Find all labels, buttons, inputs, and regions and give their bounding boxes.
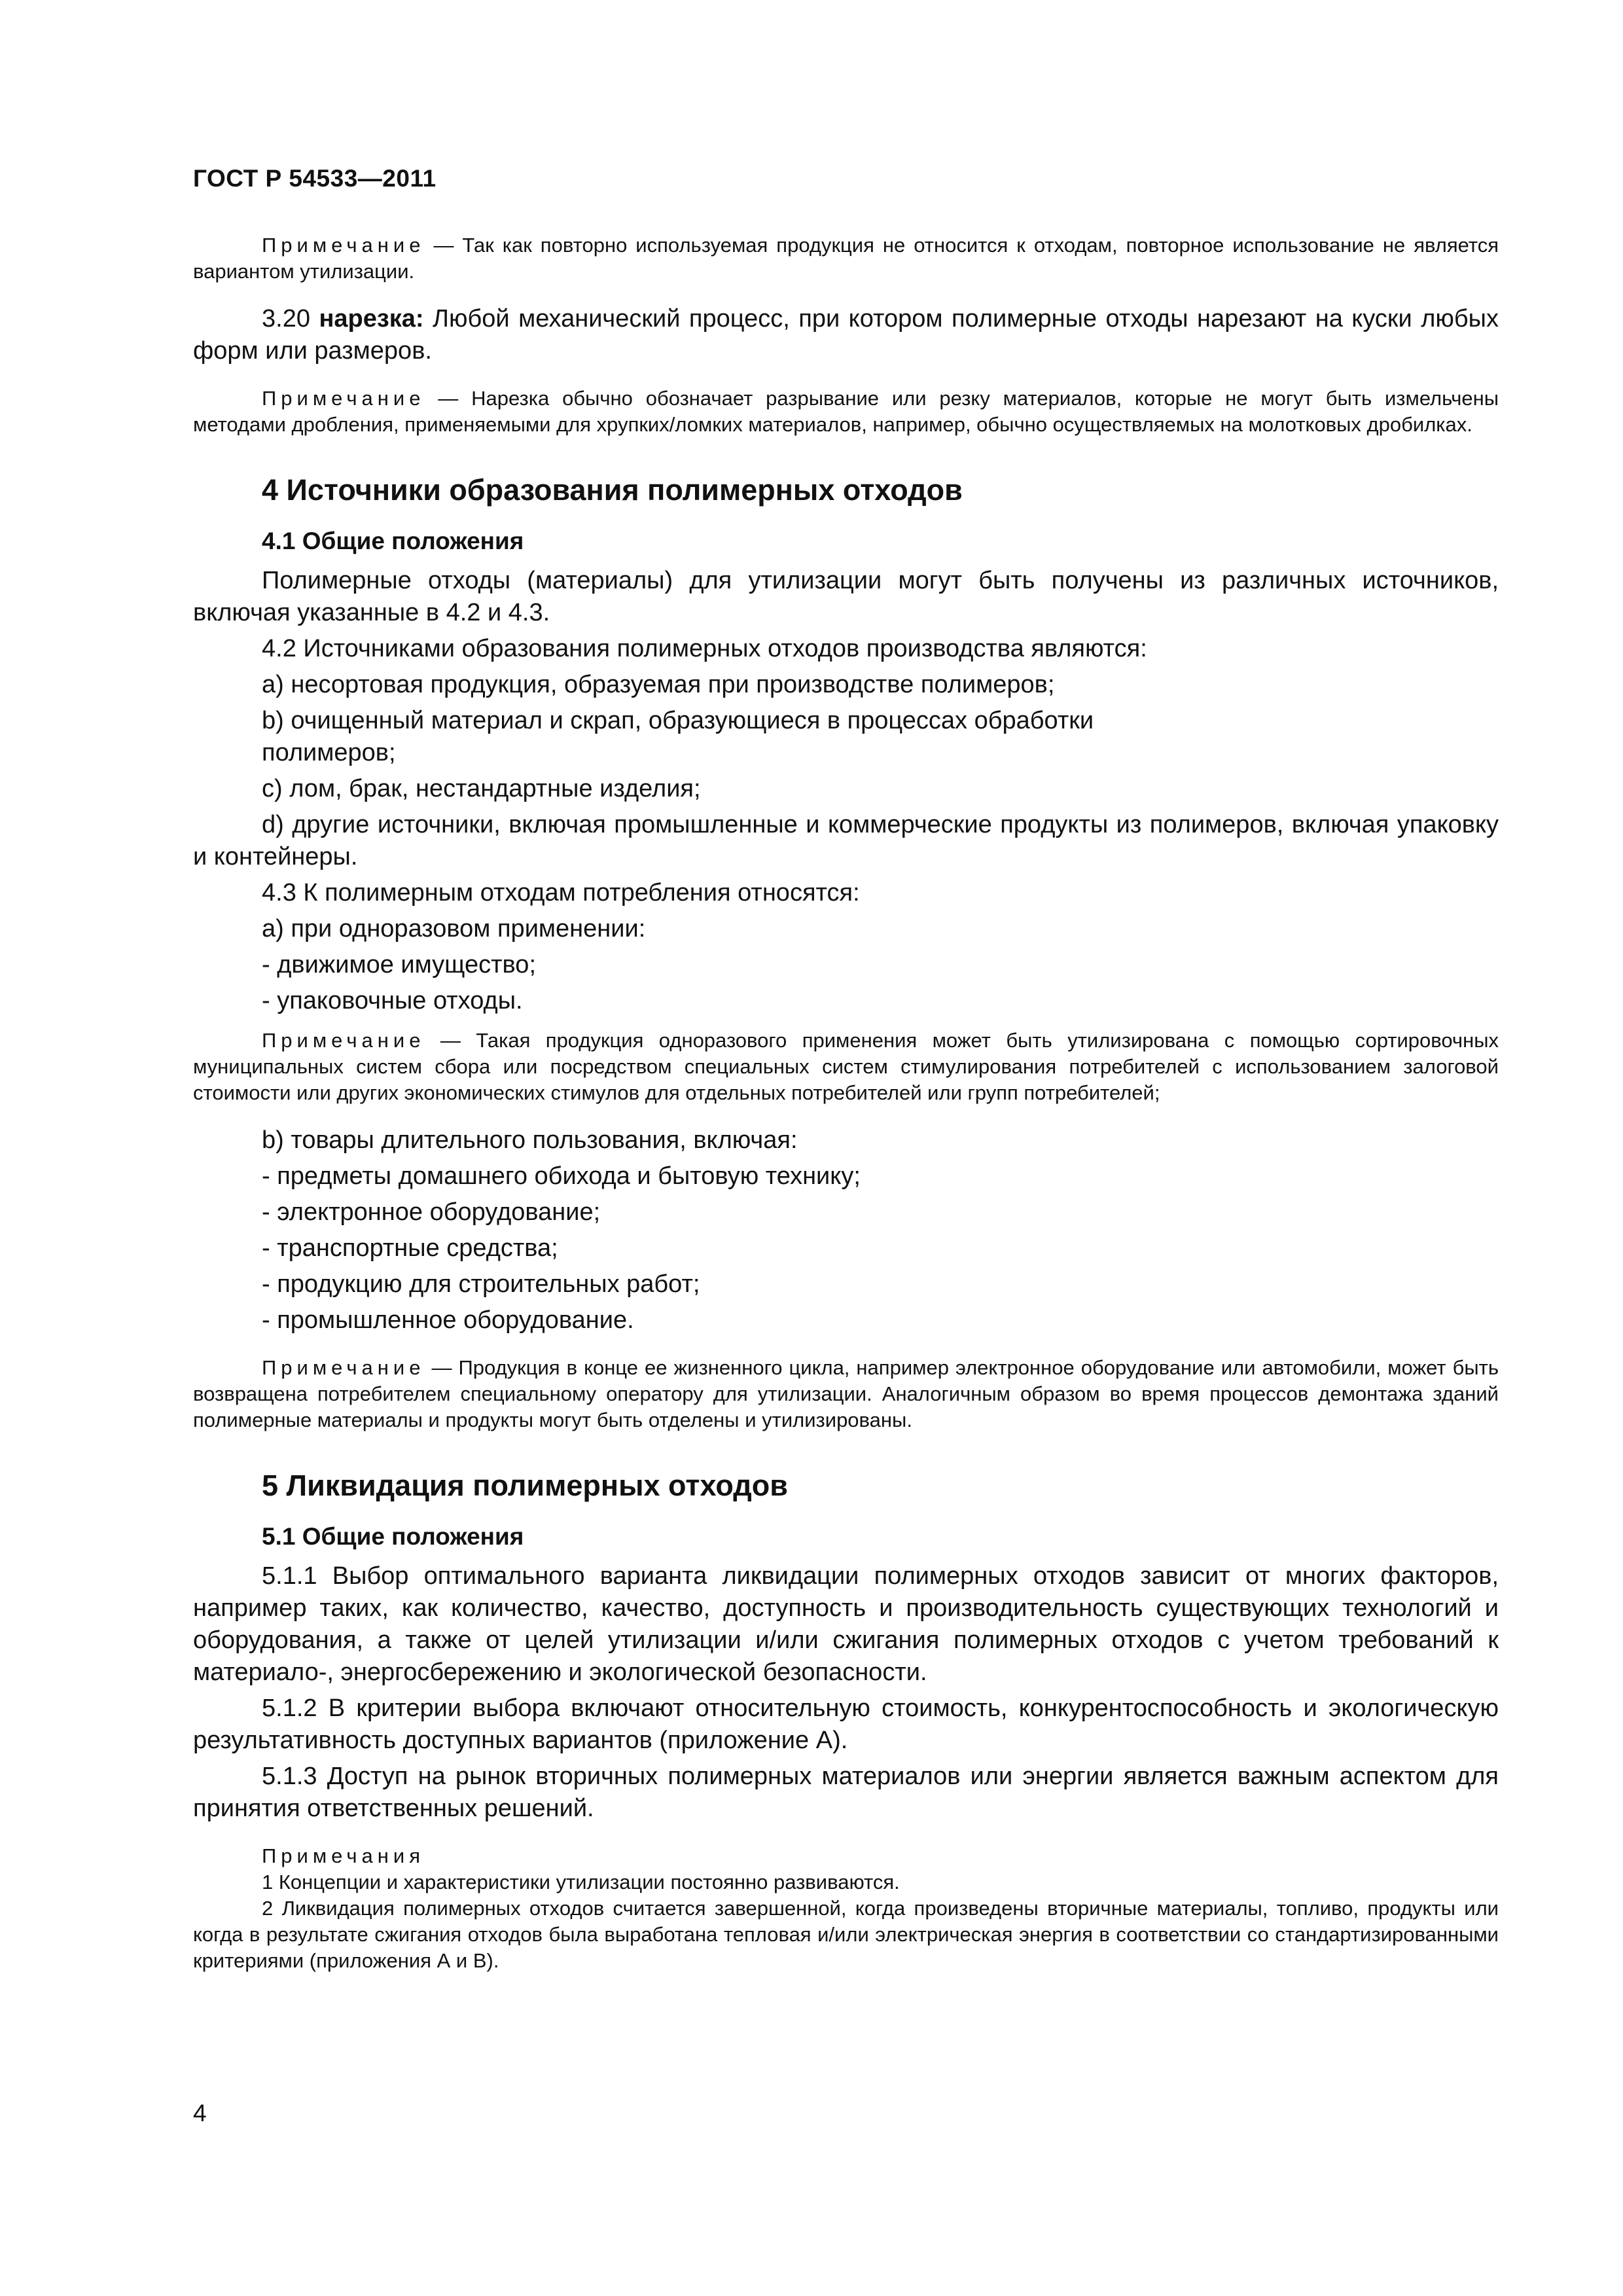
list-item-dash: - промышленное оборудование. [262, 1306, 634, 1334]
notes-heading: Примечания [262, 1844, 425, 1867]
paragraph-5-1-3: 5.1.3 Доступ на рынок вторичных полимерных материалов или энергии является важным аспектом для принятия ответственных решений. [193, 1763, 1499, 1822]
note-label: Примечание [262, 1029, 425, 1052]
subsection-5-1-heading: 5.1 Общие положения [262, 1523, 524, 1550]
document-header: ГОСТ Р 54533—2011 [193, 165, 437, 192]
note-single-use: Примечание — Такая продукция одноразового применения может быть утилизирована с помощью сортировочных муниципальных систем сбора или посредством специальных систем стимулирования потребителей с использованием залоговой стоимости или других экономических стимулов для отдельных потребителей или групп потребителей; [193, 1029, 1499, 1104]
page-number: 4 [193, 2100, 207, 2126]
paragraph-4-1: Полимерные отходы (материалы) для утилизации могут быть получены из различных источников, включая указанные в 4.2 и 4.3. [193, 567, 1499, 626]
list-item-4-2-b: b) очищенный материал и скрап, образующиеся в процессах обработки [262, 707, 1094, 734]
list-item-dash: - упаковочные отходы. [262, 987, 523, 1014]
list-item-dash: - предметы домашнего обихода и бытовую технику; [262, 1162, 861, 1190]
subsection-4-1-heading: 4.1 Общие положения [262, 528, 524, 554]
list-item-4-2-a: a) несортовая продукция, образуемая при производстве полимеров; [262, 671, 1055, 698]
list-item-dash: - транспортные средства; [262, 1234, 558, 1262]
note-label: Примечание [262, 1356, 425, 1379]
paragraph-5-1-1: 5.1.1 Выбор оптимального варианта ликвидации полимерных отходов зависит от многих факторов, например таких, как количество, качество, доступность и производительность существующих технологий и оборудования, а также от целей утилизации и/или сжигания полимерных отходов с учетом требований к материало-, энергосбережению и экологической безопасности. [193, 1562, 1499, 1686]
section-4-heading: 4 Источники образования полимерных отходов [262, 473, 963, 507]
note-cutting: Примечание — Нарезка обычно обозначает разрывание или резку материалов, которые не могут быть измельчены методами дробления, применяемыми для хрупких/ломких материалов, например, обычно осуществляемых на молотковых дробилках. [193, 387, 1499, 436]
list-item-4-2-b-cont: полимеров; [262, 739, 396, 766]
definition-term: нарезка: [319, 305, 424, 332]
note-reuse: Примечание — Так как повторно используемая продукция не относится к отходам, повторное использование не является вариантом утилизации. [193, 234, 1499, 283]
paragraph-4-2: 4.2 Источниками образования полимерных отходов производства являются: [262, 635, 1147, 662]
paragraph-5-1-2: 5.1.2 В критерии выбора включают относительную стоимость, конкурентоспособность и экологическую результативность доступных вариантов (приложение А). [193, 1695, 1499, 1754]
list-item-4-2-c: c) лом, брак, нестандартные изделия; [262, 775, 701, 802]
list-item-4-2-d: d) другие источники, включая промышленные и коммерческие продукты из полимеров, включая упаковку и контейнеры. [193, 811, 1499, 870]
notes-item-1: 1 Концепции и характеристики утилизации постоянно развиваются. [262, 1871, 900, 1893]
note-label: Примечание [262, 387, 425, 410]
notes-item-2: 2 Ликвидация полимерных отходов считается завершенной, когда произведены вторичные материалы, топливо, продукты или когда в результате сжигания отходов была выработана тепловая и/или электрическая энергия в соответствии со стандартизированными критериями (приложения А и В). [193, 1897, 1499, 1972]
note-end-of-life: Примечание — Продукция в конце ее жизненного цикла, например электронное оборудование или автомобили, может быть возвращена потребителем специальному оператору для утилизации. Аналогичным образом во время процессов демонтажа зданий полимерные материалы и продукты могут быть отделены и утилизированы. [193, 1356, 1499, 1431]
list-item-dash: - движимое имущество; [262, 951, 537, 978]
list-item-4-3-b: b) товары длительного пользования, включая: [262, 1126, 798, 1154]
list-item-4-3-a: a) при одноразовом применении: [262, 915, 646, 942]
note-label: Примечание [262, 234, 425, 257]
paragraph-4-3: 4.3 К полимерным отходам потребления относятся: [262, 879, 860, 906]
list-item-dash: - электронное оборудование; [262, 1198, 601, 1226]
section-5-heading: 5 Ликвидация полимерных отходов [262, 1469, 788, 1502]
definition-3-20: 3.20 нарезка: Любой механический процесс, при котором полимерные отходы нарезают на куски любых форм или размеров. [193, 305, 1499, 365]
document-body [193, 232, 1499, 1974]
list-item-dash: - продукцию для строительных работ; [262, 1270, 700, 1298]
